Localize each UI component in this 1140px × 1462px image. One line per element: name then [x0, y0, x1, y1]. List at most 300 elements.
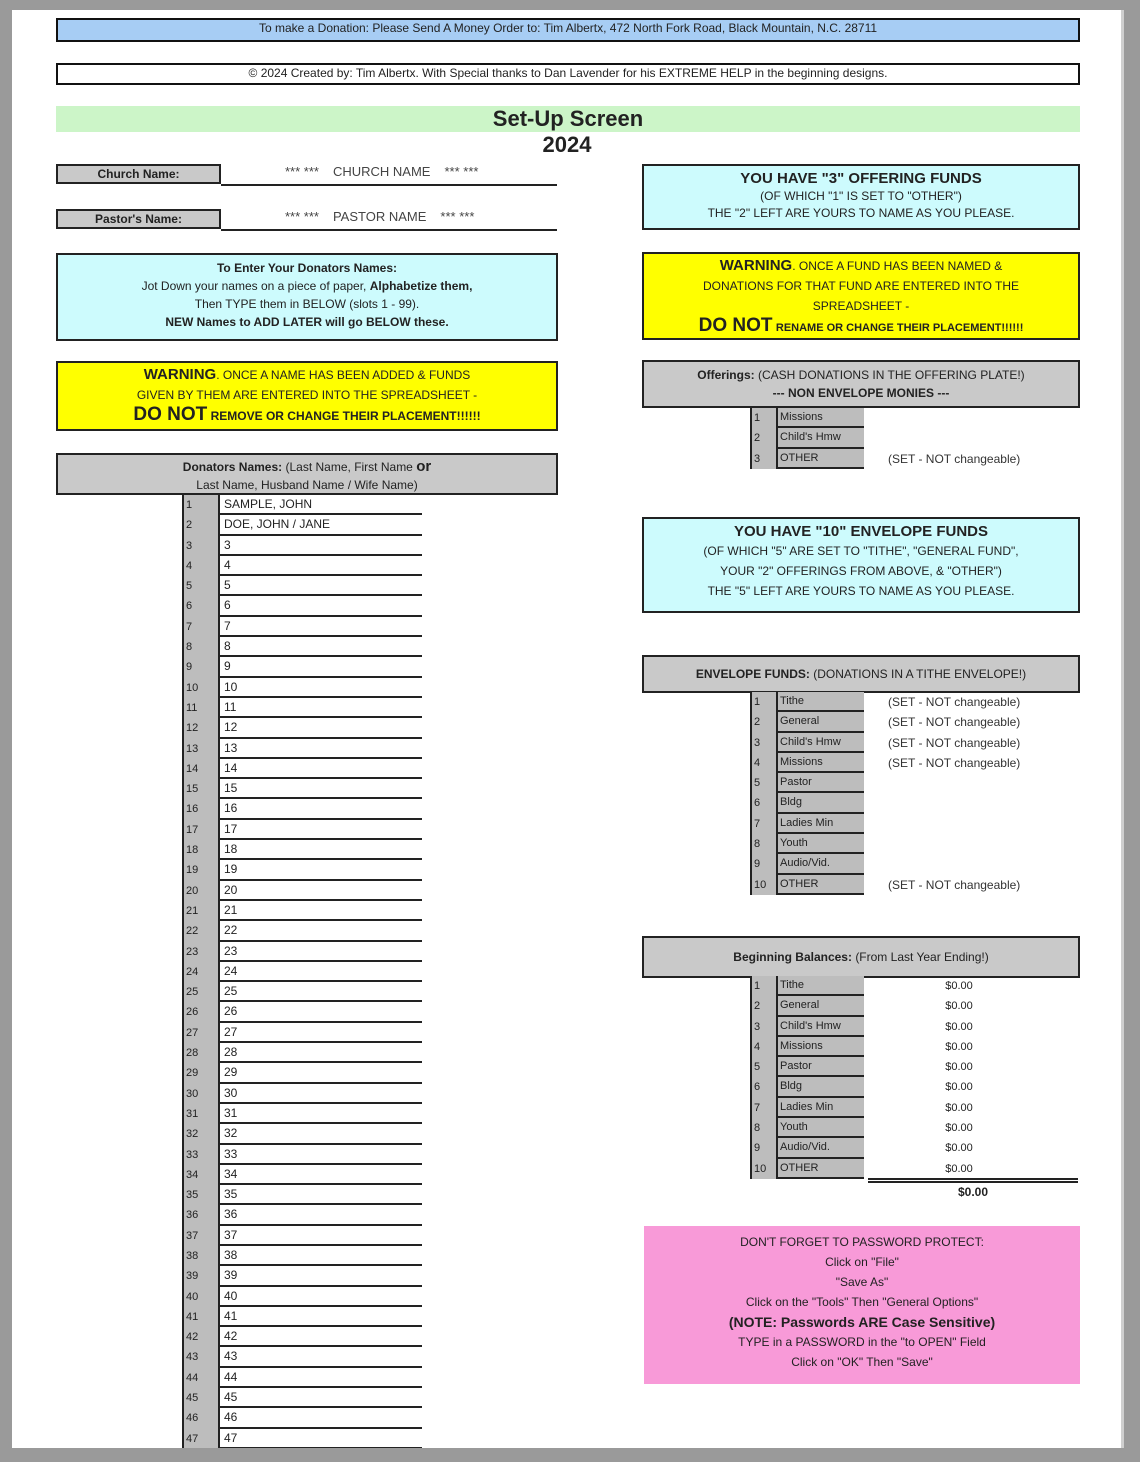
donor-row: [182, 556, 422, 576]
donor-number: 41: [182, 1307, 220, 1327]
fund-row: [750, 793, 1020, 813]
fund-amount-cell[interactable]: $0.00: [945, 1061, 973, 1074]
fund-note: [864, 814, 888, 834]
donor-number: 40: [182, 1287, 220, 1307]
donor-number: 29: [182, 1063, 220, 1083]
fund-amount-cell[interactable]: $0.00: [945, 1020, 973, 1033]
fund-name-cell[interactable]: OTHER: [778, 1159, 864, 1179]
envelope-text: (DONATIONS IN A TITHE ENVELOPE!): [813, 667, 1027, 681]
donor-number: 36: [182, 1205, 220, 1225]
church-name-field[interactable]: [221, 162, 557, 186]
donor-name-cell[interactable]: 27: [220, 1023, 422, 1043]
fund-row: [750, 1118, 1054, 1138]
fund-note: [864, 834, 888, 854]
fund-note: [864, 428, 888, 448]
fund-amount-cell[interactable]: $0.00: [945, 1000, 973, 1013]
donor-name-cell[interactable]: 6: [220, 596, 422, 616]
donor-number: 11: [182, 698, 220, 718]
donor-number: 46: [182, 1408, 220, 1428]
enter-donors-line1: [58, 277, 556, 295]
fund-number: 5: [750, 773, 778, 793]
donor-row: [182, 739, 422, 759]
donor-name-cell[interactable]: 13: [220, 739, 422, 759]
fund-name-cell[interactable]: General: [778, 996, 864, 1016]
donor-row: [182, 718, 422, 738]
donor-row: [182, 982, 422, 1002]
envelope-info-line3: THE "5" LEFT ARE YOURS TO NAME AS YOU PLEASE.: [707, 584, 1015, 598]
donor-number: 32: [182, 1124, 220, 1144]
password-line2: Click on "File": [825, 1255, 899, 1269]
fund-name-cell[interactable]: Youth: [778, 1118, 864, 1138]
donor-row: [182, 637, 422, 657]
spreadsheet-page: [12, 10, 1124, 1448]
envelope-info-heading: YOU HAVE "10" ENVELOPE FUNDS: [734, 523, 988, 540]
envelope-funds-info: [642, 517, 1080, 613]
donor-number: 20: [182, 881, 220, 901]
donation-text: To make a Donation: Please Send A Money Order to: Tim Albertx, 472 North Fork Road, Black Mountain, N.C. 28711: [258, 21, 878, 35]
donor-row: [182, 1307, 422, 1327]
donor-name-cell[interactable]: 45: [220, 1388, 422, 1408]
donor-name-cell[interactable]: 40: [220, 1287, 422, 1307]
fund-amount-cell[interactable]: $0.00: [945, 1101, 973, 1114]
enter-donors-heading: To Enter Your Donators Names:: [216, 261, 398, 275]
donors-format2: Last Name, Husband Name / Wife Name): [196, 478, 418, 492]
fund-name-cell[interactable]: Tithe: [778, 976, 864, 996]
donor-row: [182, 881, 422, 901]
fund-name-cell[interactable]: Audio/Vid.: [778, 854, 864, 874]
line1-text: Jot Down your names on a piece of paper,: [141, 279, 367, 293]
envelope-label: ENVELOPE FUNDS:: [695, 667, 810, 681]
fund-number: 3: [750, 1017, 778, 1037]
warning-text4: RENAME OR CHANGE THEIR PLACEMENT!!!!!!: [775, 322, 1024, 334]
offering-info-line1: (OF WHICH "1" IS SET TO "OTHER"): [760, 189, 962, 203]
fund-name-cell[interactable]: OTHER: [778, 875, 864, 895]
donor-name-cell[interactable]: 19: [220, 860, 422, 880]
fund-number: 8: [750, 1118, 778, 1138]
donor-number: 42: [182, 1327, 220, 1347]
stars-right: *** ***: [440, 209, 475, 224]
donor-name-cell[interactable]: 12: [220, 718, 422, 738]
donor-row: [182, 820, 422, 840]
donor-number: 23: [182, 942, 220, 962]
donor-name-cell[interactable]: 33: [220, 1145, 422, 1165]
donor-row: [182, 495, 422, 515]
password-line5: (NOTE: Passwords ARE Case Sensitive): [728, 1314, 996, 1330]
year-label: 2024: [542, 132, 592, 157]
donor-number: 14: [182, 759, 220, 779]
fund-name-cell[interactable]: Child's Hmw: [778, 1017, 864, 1037]
fund-row: [750, 449, 1020, 469]
fund-number: 2: [750, 996, 778, 1016]
donors-header: [56, 453, 558, 495]
fund-name-cell[interactable]: Bldg: [778, 793, 864, 813]
fund-number: 10: [750, 875, 778, 895]
donor-row: [182, 678, 422, 698]
donor-row: [182, 1165, 422, 1185]
fund-number: 10: [750, 1159, 778, 1179]
donor-name-cell[interactable]: 43: [220, 1347, 422, 1367]
donor-name-cell[interactable]: 4: [220, 556, 422, 576]
fund-row: [750, 733, 1020, 753]
donor-row: [182, 1347, 422, 1367]
fund-number: 2: [750, 428, 778, 448]
donor-row: [182, 1084, 422, 1104]
fund-row: [750, 996, 1054, 1016]
donor-name-cell[interactable]: 38: [220, 1246, 422, 1266]
fund-name-cell[interactable]: Child's Hmw: [778, 428, 864, 448]
donor-name-cell[interactable]: 16: [220, 799, 422, 819]
donor-row: [182, 596, 422, 616]
donor-row: [182, 962, 422, 982]
donor-name-cell[interactable]: 41: [220, 1307, 422, 1327]
donor-name-cell[interactable]: 47: [220, 1429, 422, 1448]
donor-number: 27: [182, 1023, 220, 1043]
fund-number: 7: [750, 1098, 778, 1118]
donor-name-cell[interactable]: DOE, JOHN / JANE: [220, 515, 422, 535]
donor-row: [182, 1226, 422, 1246]
donor-name-cell[interactable]: 22: [220, 921, 422, 941]
donor-name-cell[interactable]: 44: [220, 1368, 422, 1388]
balances-total: $0.00: [957, 1185, 989, 1199]
donor-name-cell[interactable]: 24: [220, 962, 422, 982]
fund-number: 4: [750, 1037, 778, 1057]
donor-number: 25: [182, 982, 220, 1002]
password-line3: "Save As": [835, 1275, 889, 1289]
donor-row: [182, 942, 422, 962]
balances-label: Beginning Balances:: [733, 950, 852, 964]
donor-row: [182, 536, 422, 556]
fund-amount-cell[interactable]: $0.00: [945, 1162, 973, 1175]
donor-number: 19: [182, 860, 220, 880]
donor-number: 30: [182, 1084, 220, 1104]
donor-number: 33: [182, 1145, 220, 1165]
page-title: [56, 106, 1080, 132]
donor-number: 9: [182, 657, 220, 677]
donor-name-cell[interactable]: 7: [220, 617, 422, 637]
donor-name-cell[interactable]: 42: [220, 1327, 422, 1347]
warning-funds-box: [642, 252, 1080, 340]
fund-number: 8: [750, 834, 778, 854]
donors-format: (Last Name, First Name: [285, 460, 413, 474]
donor-number: 8: [182, 637, 220, 657]
donor-name-cell[interactable]: 20: [220, 881, 422, 901]
church-name-label: Church Name:: [56, 164, 221, 184]
fund-number: 1: [750, 976, 778, 996]
fund-name-cell[interactable]: Missions: [778, 1037, 864, 1057]
fund-number: 3: [750, 733, 778, 753]
fund-row: [750, 834, 1020, 854]
fund-note: [864, 854, 888, 874]
warning-word: WARNING: [719, 257, 793, 274]
donor-name-cell[interactable]: 5: [220, 576, 422, 596]
line1-bold: Alphabetize them,: [369, 279, 473, 293]
donor-number: 28: [182, 1043, 220, 1063]
fund-note: [864, 793, 888, 813]
do-not-text: DO NOT: [133, 404, 208, 425]
offerings-text: (CASH DONATIONS IN THE OFFERING PLATE!): [757, 368, 1025, 382]
fund-number: 7: [750, 814, 778, 834]
donor-name-cell[interactable]: 26: [220, 1002, 422, 1022]
donor-number: 2: [182, 515, 220, 535]
fund-note: [864, 773, 888, 793]
fund-name-cell[interactable]: Youth: [778, 834, 864, 854]
donation-banner: [56, 18, 1080, 42]
donor-number: 22: [182, 921, 220, 941]
fund-number: 4: [750, 753, 778, 773]
fund-name-cell[interactable]: Bldg: [778, 1077, 864, 1097]
donor-row: [182, 617, 422, 637]
donor-name-cell[interactable]: 18: [220, 840, 422, 860]
donor-number: 21: [182, 901, 220, 921]
fund-amount-cell[interactable]: $0.00: [945, 1040, 973, 1053]
donor-number: 6: [182, 596, 220, 616]
fund-amount-cell[interactable]: $0.00: [945, 980, 973, 992]
fund-amount-cell[interactable]: $0.00: [945, 1081, 973, 1094]
donor-number: 13: [182, 739, 220, 759]
fund-number: 5: [750, 1057, 778, 1077]
donor-row: [182, 1063, 422, 1083]
donor-row: [182, 1124, 422, 1144]
fund-note: (SET - NOT changeable): [888, 451, 1021, 466]
donor-number: 15: [182, 779, 220, 799]
envelope-info-line1: (OF WHICH "5" ARE SET TO "TITHE", "GENERAL FUND",: [703, 544, 1019, 558]
title-text: Set-Up Screen: [492, 106, 644, 131]
stars-left: *** ***: [285, 209, 319, 224]
donor-name-cell[interactable]: 34: [220, 1165, 422, 1185]
donors-or: or: [416, 458, 432, 475]
donor-list: [182, 495, 422, 1448]
donor-row: [182, 1043, 422, 1063]
warning-text3: SPREADSHEET -: [812, 299, 910, 313]
password-line7: Click on "OK" Then "Save": [791, 1355, 933, 1369]
donor-row: [182, 759, 422, 779]
donor-row: [182, 1002, 422, 1022]
total-rule: [868, 1178, 1078, 1183]
offering-funds-info: [642, 164, 1080, 230]
donor-row: [182, 698, 422, 718]
fund-number: 1: [750, 408, 778, 428]
donor-row: [182, 799, 422, 819]
fund-name-cell[interactable]: General: [778, 712, 864, 732]
enter-donors-line3: NEW Names to ADD LATER will go BELOW these.: [165, 315, 449, 329]
pastor-name-label: Pastor's Name:: [56, 209, 221, 229]
donor-row: [182, 901, 422, 921]
donor-number: 26: [182, 1002, 220, 1022]
donor-number: 16: [182, 799, 220, 819]
offerings-label: Offerings:: [697, 368, 755, 382]
donor-number: 18: [182, 840, 220, 860]
fund-name-cell[interactable]: Missions: [778, 753, 864, 773]
fund-number: 2: [750, 712, 778, 732]
offerings-list: [750, 408, 1020, 469]
envelope-funds-list: [750, 692, 1020, 895]
fund-note: (SET - NOT changeable): [888, 755, 1021, 770]
warning-text1: . ONCE A FUND HAS BEEN NAMED &: [792, 259, 1003, 273]
donor-name-cell[interactable]: SAMPLE, JOHN: [220, 495, 422, 515]
donor-number: 17: [182, 820, 220, 840]
donor-name-cell[interactable]: 35: [220, 1185, 422, 1205]
donor-row: [182, 1205, 422, 1225]
fund-number: 9: [750, 1138, 778, 1158]
pastor-name-value: PASTOR NAME: [332, 209, 427, 224]
fund-row: [750, 753, 1020, 773]
fund-row: [750, 854, 1020, 874]
donor-number: 4: [182, 556, 220, 576]
donor-row: [182, 1368, 422, 1388]
donor-row: [182, 860, 422, 880]
donor-row: [182, 840, 422, 860]
donor-name-cell[interactable]: 39: [220, 1266, 422, 1286]
enter-donors-info: [56, 253, 558, 341]
balances-text: (From Last Year Ending!): [855, 950, 989, 964]
stars-right: *** ***: [444, 164, 479, 179]
donor-row: [182, 1246, 422, 1266]
fund-row: [750, 1098, 1054, 1118]
donor-row: [182, 1287, 422, 1307]
warning-text1: . ONCE A NAME HAS BEEN ADDED & FUNDS: [216, 368, 471, 382]
fund-row: [750, 428, 1020, 448]
envelope-funds-header: [642, 655, 1080, 693]
pastor-name-field[interactable]: [221, 207, 557, 231]
donor-number: 5: [182, 576, 220, 596]
donor-row: [182, 1023, 422, 1043]
donor-row: [182, 1145, 422, 1165]
donor-number: 3: [182, 536, 220, 556]
donor-number: 47: [182, 1429, 220, 1448]
fund-name-cell[interactable]: Pastor: [778, 773, 864, 793]
donor-row: [182, 779, 422, 799]
fund-name-cell[interactable]: Tithe: [778, 692, 864, 712]
warning-text2: GIVEN BY THEM ARE ENTERED INTO THE SPREADSHEET -: [136, 388, 478, 402]
fund-row: [750, 1159, 1054, 1179]
fund-row: [750, 1037, 1054, 1057]
fund-amount-cell[interactable]: $0.00: [945, 1142, 973, 1155]
donor-name-cell[interactable]: 11: [220, 698, 422, 718]
fund-row: [750, 712, 1020, 732]
donor-row: [182, 1185, 422, 1205]
donor-number: 44: [182, 1368, 220, 1388]
fund-row: [750, 1057, 1054, 1077]
donor-row: [182, 576, 422, 596]
do-not-text: DO NOT: [698, 315, 773, 336]
fund-name-cell[interactable]: Pastor: [778, 1057, 864, 1077]
fund-row: [750, 1138, 1054, 1158]
fund-row: [750, 692, 1020, 712]
donor-number: 10: [182, 678, 220, 698]
donor-row: [182, 1266, 422, 1286]
donor-row: [182, 515, 422, 535]
warning-text2: DONATIONS FOR THAT FUND ARE ENTERED INTO THE: [702, 279, 1020, 293]
beginning-balances-header: [642, 936, 1080, 978]
fund-number: 9: [750, 854, 778, 874]
donor-name-cell[interactable]: 37: [220, 1226, 422, 1246]
donor-name-cell[interactable]: 23: [220, 942, 422, 962]
donor-name-cell[interactable]: 21: [220, 901, 422, 921]
donor-number: 24: [182, 962, 220, 982]
fund-note: (SET - NOT changeable): [888, 695, 1021, 709]
donor-name-cell[interactable]: 28: [220, 1043, 422, 1063]
fund-name-cell[interactable]: Ladies Min: [778, 1098, 864, 1118]
donor-name-cell[interactable]: 46: [220, 1408, 422, 1428]
church-name-value: CHURCH NAME: [332, 164, 431, 179]
fund-number: 6: [750, 793, 778, 813]
stars-left: *** ***: [285, 164, 319, 179]
password-line4: Click on the "Tools" Then "General Options": [745, 1295, 979, 1309]
offerings-sub: --- NON ENVELOPE MONIES ---: [772, 386, 950, 400]
fund-note: (SET - NOT changeable): [888, 877, 1021, 892]
fund-name-cell[interactable]: Child's Hmw: [778, 733, 864, 753]
donor-row: [182, 1104, 422, 1124]
beginning-balances-list: [750, 976, 1054, 1179]
fund-note: (SET - NOT changeable): [888, 735, 1021, 750]
warning-names-box: [56, 361, 558, 431]
fund-name-cell[interactable]: OTHER: [778, 449, 864, 469]
enter-donors-line2: Then TYPE them in BELOW (slots 1 - 99).: [194, 297, 420, 311]
warning-word: WARNING: [143, 366, 217, 383]
password-reminder: [644, 1226, 1080, 1384]
donor-number: 31: [182, 1104, 220, 1124]
donor-name-cell[interactable]: 30: [220, 1084, 422, 1104]
donor-name-cell[interactable]: 15: [220, 779, 422, 799]
password-line6: TYPE in a PASSWORD in the "to OPEN" Field: [738, 1335, 986, 1349]
fund-name-cell[interactable]: Audio/Vid.: [778, 1138, 864, 1158]
donor-number: 37: [182, 1226, 220, 1246]
fund-name-cell[interactable]: Missions: [778, 408, 864, 428]
donor-number: 43: [182, 1347, 220, 1367]
fund-note: [864, 408, 888, 428]
donor-name-cell[interactable]: 17: [220, 820, 422, 840]
donor-row: [182, 1327, 422, 1347]
donor-name-cell[interactable]: 29: [220, 1063, 422, 1083]
donor-name-cell[interactable]: 25: [220, 982, 422, 1002]
donor-number: 35: [182, 1185, 220, 1205]
fund-amount-cell[interactable]: $0.00: [945, 1122, 973, 1135]
donor-row: [182, 1388, 422, 1408]
donor-name-cell[interactable]: 32: [220, 1124, 422, 1144]
password-line1: DON'T FORGET TO PASSWORD PROTECT:: [740, 1235, 984, 1249]
donor-name-cell[interactable]: 10: [220, 678, 422, 698]
offerings-header: [642, 360, 1080, 408]
fund-row: [750, 1017, 1054, 1037]
donor-name-cell[interactable]: 3: [220, 536, 422, 556]
donor-name-cell[interactable]: 31: [220, 1104, 422, 1124]
warning-text3: REMOVE OR CHANGE THEIR PLACEMENT!!!!!!: [210, 409, 481, 423]
donor-number: 12: [182, 718, 220, 738]
credit-banner: [56, 63, 1080, 85]
credit-text: © 2024 Created by: Tim Albertx. With Special thanks to Dan Lavender for his EXTREME HELP in the beginning designs.: [248, 66, 888, 80]
fund-number: 6: [750, 1077, 778, 1097]
donor-row: [182, 1408, 422, 1428]
donor-number: 45: [182, 1388, 220, 1408]
fund-row: [750, 1077, 1054, 1097]
donor-row: [182, 921, 422, 941]
donor-name-cell[interactable]: 36: [220, 1205, 422, 1225]
donor-name-cell[interactable]: 9: [220, 657, 422, 677]
donor-name-cell[interactable]: 8: [220, 637, 422, 657]
offering-info-heading: YOU HAVE "3" OFFERING FUNDS: [740, 170, 982, 187]
donor-number: 1: [182, 495, 220, 515]
donor-number: 7: [182, 617, 220, 637]
donor-number: 34: [182, 1165, 220, 1185]
donor-row: [182, 1429, 422, 1448]
donor-row: [182, 657, 422, 677]
offering-info-line2: THE "2" LEFT ARE YOURS TO NAME AS YOU PLEASE.: [707, 206, 1015, 220]
fund-name-cell[interactable]: Ladies Min: [778, 814, 864, 834]
envelope-info-line2: YOUR "2" OFFERINGS FROM ABOVE, & "OTHER"): [720, 564, 1002, 578]
fund-note: (SET - NOT changeable): [888, 715, 1021, 730]
fund-row: [750, 976, 1054, 996]
donor-name-cell[interactable]: 14: [220, 759, 422, 779]
